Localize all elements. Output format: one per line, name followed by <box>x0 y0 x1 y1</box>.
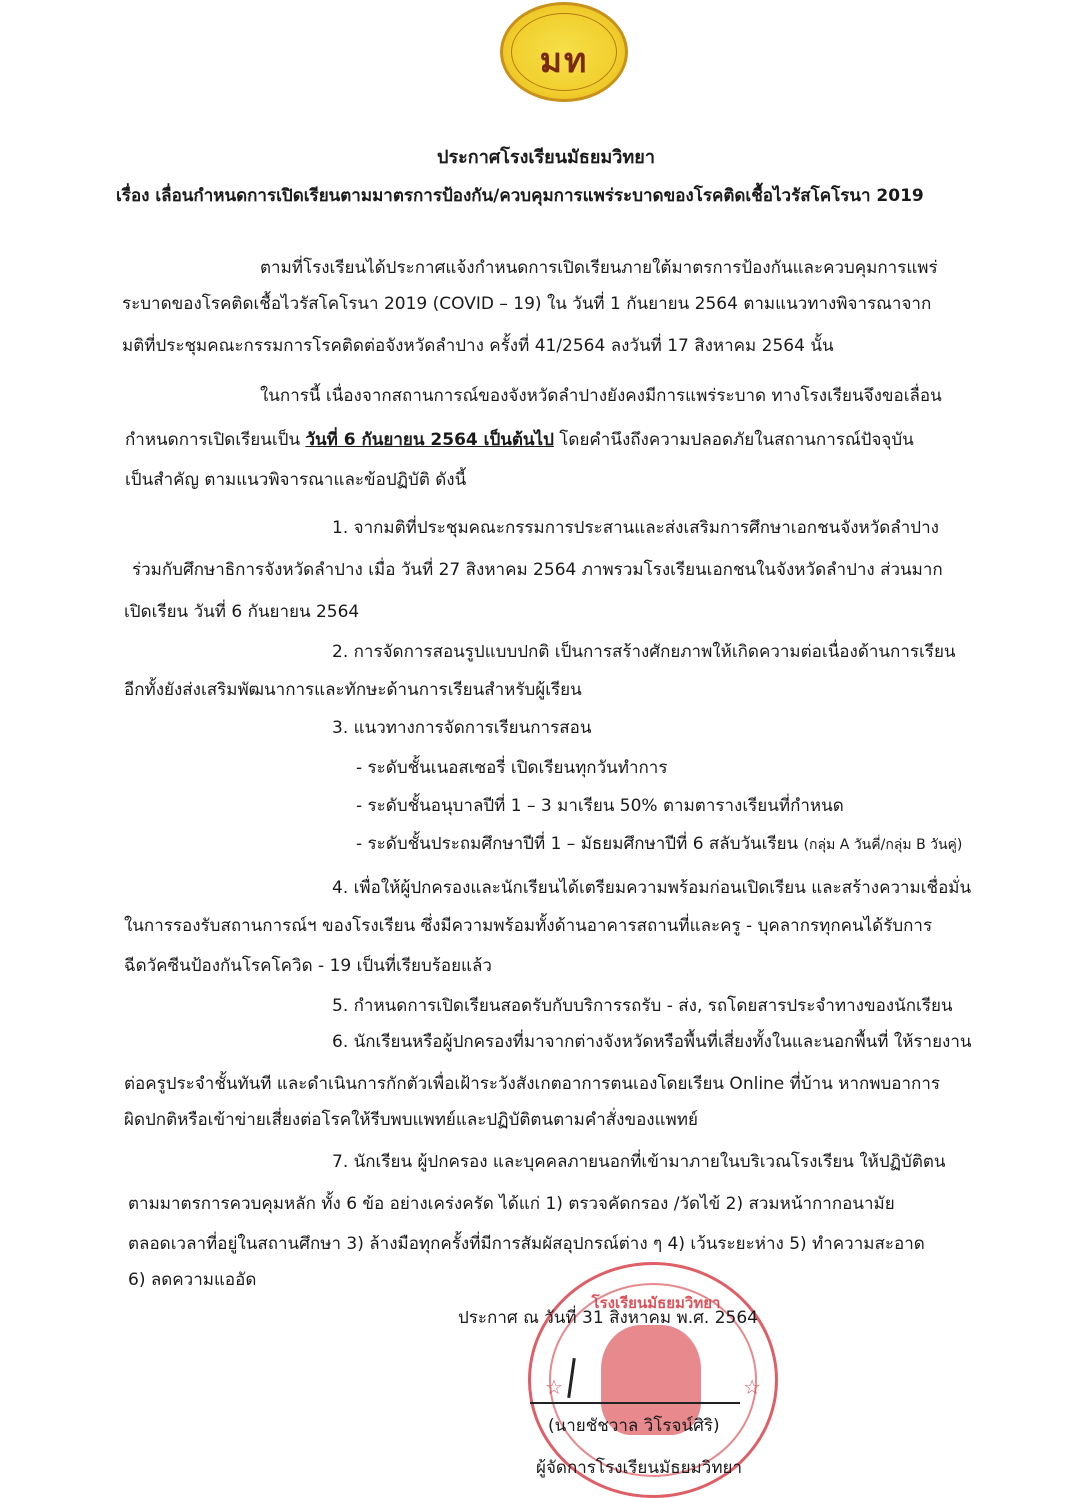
item5-line: 5. กำหนดการเปิดเรียนสอดรับกับบริการรถรับ - ส่ง, รถโดยสารประจำทางของนักเรียน <box>332 996 953 1016</box>
item4-line1: 4. เพื่อให้ผู้ปกครองและนักเรียนได้เตรียมความพร้อมก่อนเปิดเรียน และสร้างความเชื่อมั่น <box>332 878 972 898</box>
item3-sub3-note: (กลุ่ม A วันคี่/กลุ่ม B วันคู่) <box>803 837 963 853</box>
para2-line3: เป็นสำคัญ ตามแนวพิจารณาและข้อปฏิบัติ ดังนี้ <box>125 470 467 490</box>
signer-name: (นายชัชวาล วิโรจน์ศิริ) <box>548 1416 720 1436</box>
para1-line3: มติที่ประชุมคณะกรรมการโรคติดต่อจังหวัดลำปาง ครั้งที่ 41/2564 ลงวันที่ 17 สิงหาคม 2564 นั้น <box>122 336 834 356</box>
item7-line2: ตามมาตรการควบคุมหลัก ทั้ง 6 ข้อ อย่างเคร่งครัด ได้แก่ 1) ตรวจคัดกรอง /วัดไข้ 2) สวมหน้ากากอนามัย <box>128 1194 895 1214</box>
item1-line2: ร่วมกับศึกษาธิการจังหวัดลำปาง เมื่อ วันที่ 27 สิงหาคม 2564 ภาพรวมโรงเรียนเอกชนในจังหวัดลำปาง ส่วนมาก <box>132 560 943 580</box>
para2-line1: ในการนี้ เนื่องจากสถานการณ์ของจังหวัดลำปางยังคงมีการแพร่ระบาด ทางโรงเรียนจึงขอเลื่อน <box>260 386 942 406</box>
stamp-text: โรงเรียนมัธยมวิทยา <box>591 1294 721 1312</box>
item1-line3: เปิดเรียน วันที่ 6 กันยายน 2564 <box>124 602 360 622</box>
item7-line4: 6) ลดความแออัด <box>128 1270 257 1290</box>
announcement-date: ประกาศ ณ วันที่ 31 สิงหาคม พ.ศ. 2564 <box>458 1308 758 1328</box>
item3-sub3-text: - ระดับชั้นประถมศึกษาปีที่ 1 – มัธยมศึกษาปีที่ 6 สลับวันเรียน <box>356 834 799 854</box>
signature <box>530 1376 740 1404</box>
item7-line1: 7. นักเรียน ผู้ปกครอง และบุคคลภายนอกที่เข้ามาภายในบริเวณโรงเรียน ให้ปฏิบัติตน <box>332 1152 946 1172</box>
para2-line2-pre: กำหนดการเปิดเรียนเป็น <box>125 430 306 450</box>
opening-date-emphasis: วันที่ 6 กันยายน 2564 เป็นต้นไป <box>305 430 554 450</box>
signer-title: ผู้จัดการโรงเรียนมัธยมวิทยา <box>536 1458 743 1478</box>
official-seal-stamp-icon: โรงเรียนมัธยมวิทยา ☆ ☆ <box>528 1262 778 1498</box>
item3-sub3 <box>356 832 962 857</box>
item2-line2: อีกทั้งยังส่งเสริมพัฒนาการและทักษะด้านการเรียนสำหรับผู้เรียน <box>124 680 582 700</box>
item6-line2: ต่อครูประจำชั้นทันที และดำเนินการกักตัวเพื่อเฝ้าระวังสังเกตอาการตนเองโดยเรียน Online ที่บ้าน หากพบอาการ <box>124 1074 941 1094</box>
item2-line1: 2. การจัดการสอนรูปแบบปกติ เป็นการสร้างศักยภาพให้เกิดความต่อเนื่องด้านการเรียน <box>332 642 956 662</box>
logo-mark: มท <box>539 41 589 81</box>
item6-line3: ผิดปกติหรือเข้าข่ายเสี่ยงต่อโรคให้รีบพบแพทย์และปฏิบัติตนตามคำสั่งของแพทย์ <box>124 1110 698 1130</box>
page-title: ประกาศโรงเรียนมัธยมวิทยา <box>437 147 655 168</box>
school-logo-icon <box>500 2 628 102</box>
item3-sub2: - ระดับชั้นอนุบาลปีที่ 1 – 3 มาเรียน 50% ตามตารางเรียนที่กำหนด <box>356 796 844 816</box>
para2-line2-post: โดยคำนึงถึงความปลอดภัยในสถานการณ์ปัจจุบัน <box>553 430 914 450</box>
item3-sub1: - ระดับชั้นเนอสเซอรี่ เปิดเรียนทุกวันทำการ <box>356 758 668 778</box>
para2-line2 <box>125 428 914 452</box>
item4-line3: ฉีดวัคซีนป้องกันโรคโควิด - 19 เป็นที่เรียบร้อยแล้ว <box>124 956 492 976</box>
item1-line1: 1. จากมติที่ประชุมคณะกรรมการประสานและส่งเสริมการศึกษาเอกชนจังหวัดลำปาง <box>332 518 939 538</box>
subject-line: เรื่อง เลื่อนกำหนดการเปิดเรียนตามมาตรการป้องกัน/ควบคุมการแพร่ระบาดของโรคติดเชื้อไวรัสโคโรนา 2019 <box>116 186 924 206</box>
para1-line2: ระบาดของโรคติดเชื้อไวรัสโคโรนา 2019 (COVID – 19) ใน วันที่ 1 กันยายน 2564 ตามแนวทางพิจารณาจาก <box>122 294 932 314</box>
item7-line3: ตลอดเวลาที่อยู่ในสถานศึกษา 3) ล้างมือทุกครั้งที่มีการสัมผัสอุปกรณ์ต่าง ๆ 4) เว้นระยะห่าง 5) ทำความสะอาด <box>128 1234 925 1254</box>
item6-line1: 6. นักเรียนหรือผู้ปกครองที่มาจากต่างจังหวัดหรือพื้นที่เสี่ยงทั้งในและนอกพื้นที่ ให้รายงาน <box>332 1032 972 1052</box>
item4-line2: ในการรองรับสถานการณ์ฯ ของโรงเรียน ซึ่งมีความพร้อมทั้งด้านอาคารสถานที่และครู - บุคลากรทุกคนได้รับการ <box>124 916 933 936</box>
item3-heading: 3. แนวทางการจัดการเรียนการสอน <box>332 718 592 738</box>
para1-line1: ตามที่โรงเรียนได้ประกาศแจ้งกำหนดการเปิดเรียนภายใต้มาตรการป้องกันและควบคุมการแพร่ <box>260 258 938 278</box>
